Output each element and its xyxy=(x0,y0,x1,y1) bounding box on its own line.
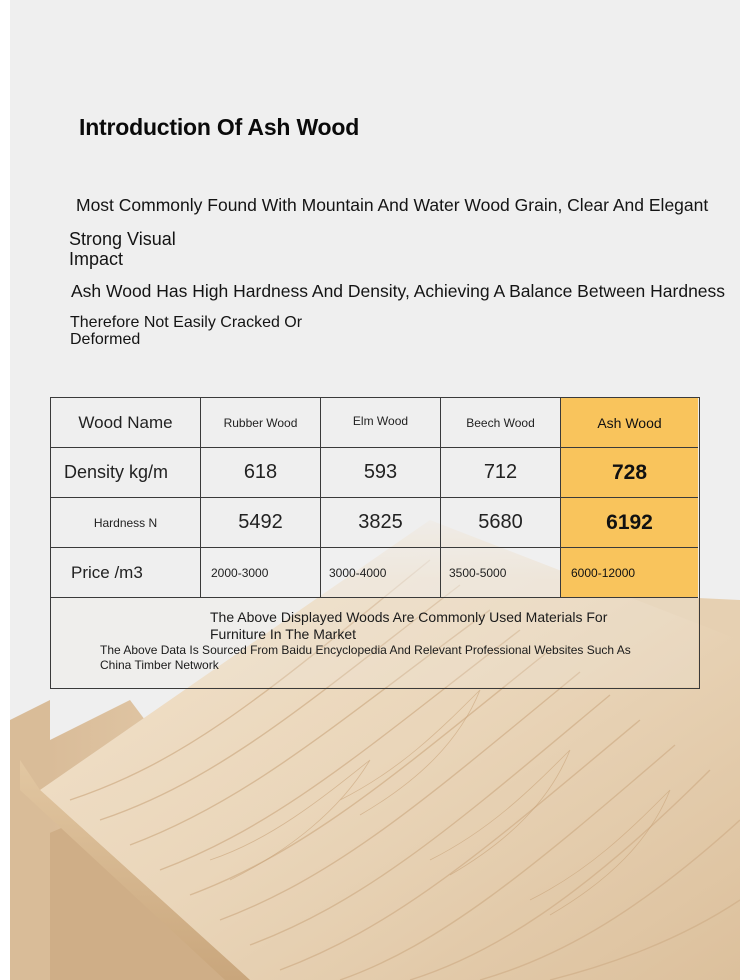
header-wood-name: Wood Name xyxy=(51,398,201,448)
intro-line-grain: Most Commonly Found With Mountain And Water Wood Grain, Clear And Elegant xyxy=(76,195,709,215)
intro-line-hardness: Ash Wood Has High Hardness And Density, Achieving A Balance Between Hardness xyxy=(71,281,726,301)
header-elm-wood: Elm Wood xyxy=(321,398,441,448)
header-rubber-wood: Rubber Wood xyxy=(201,398,321,448)
density-beech: 712 xyxy=(441,448,561,498)
hardness-beech: 5680 xyxy=(441,498,561,548)
section-title: Introduction Of Ash Wood xyxy=(79,114,360,140)
intro-line-visual: Strong Visual Impact xyxy=(69,229,176,269)
header-beech-wood: Beech Wood xyxy=(441,398,561,448)
hardness-rubber: 5492 xyxy=(201,498,321,548)
table-note-materials: The Above Displayed Woods Are Commonly Used Materials For Furniture In The Market xyxy=(210,609,608,642)
density-elm: 593 xyxy=(321,448,441,498)
density-ash: 728 xyxy=(561,448,698,498)
price-ash: 6000-12000 xyxy=(561,548,698,598)
hardness-elm: 3825 xyxy=(321,498,441,548)
density-rubber: 618 xyxy=(201,448,321,498)
table-note-source: The Above Data Is Sourced From Baidu Encyclopedia And Relevant Professional Websites Such As China Timber Network xyxy=(100,643,631,672)
row-label-hardness: Hardness N xyxy=(51,498,201,548)
price-rubber: 2000-3000 xyxy=(201,548,321,598)
hardness-ash: 6192 xyxy=(561,498,698,548)
row-label-price: Price /m3 xyxy=(51,548,201,598)
price-beech: 3500-5000 xyxy=(441,548,561,598)
intro-line-durability: Therefore Not Easily Cracked Or Deformed xyxy=(70,314,303,348)
price-elm: 3000-4000 xyxy=(321,548,441,598)
header-ash-wood: Ash Wood xyxy=(561,398,698,448)
row-label-density: Density kg/m xyxy=(51,448,201,498)
